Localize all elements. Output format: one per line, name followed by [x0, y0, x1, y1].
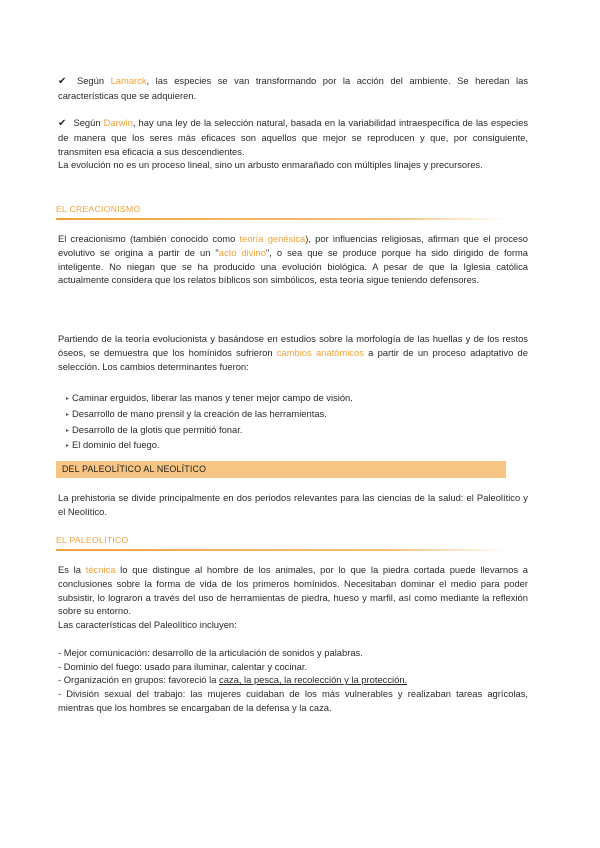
- underlined-text: caza, la pesca, la recolección y la protección.: [219, 674, 408, 686]
- darwin-text: , hay una ley de la selección natural, basada en la variabilidad intraespecífica de las especies de manera que los seres más eficaces son aquellos que mejor se reproducen y que, por consiguiente, transmiten esa eficacia a sus descendientes.: [58, 117, 529, 157]
- text-run: El creacionismo (también conocido como: [58, 233, 240, 244]
- cambios-list: [62, 391, 532, 454]
- text-run: - Organización en grupos: favoreció la: [58, 674, 220, 686]
- caracteristica-division-trabajo: - División sexual del trabajo: las mujeres cuidaban de los más vulnerables y realizaban tareas agrícolas, mientras que los hombres se encargaban de la defensa y la caza.: [58, 688, 528, 713]
- heading-underline: [56, 218, 506, 220]
- list-item-text: Desarrollo de la glotis que permitió fonar.: [72, 423, 243, 435]
- darwin-paragraph: [58, 116, 528, 172]
- section-heading-creacionismo: [56, 204, 506, 214]
- darwin-pre: Según: [73, 117, 101, 128]
- lamarck-name: Lamarck: [110, 75, 147, 86]
- highlight-acto-divino: acto divino: [218, 246, 266, 258]
- text-run: Es la: [58, 564, 86, 575]
- section-heading-paleolitico: [56, 535, 506, 545]
- triangle-bullet-icon: ▸: [66, 427, 70, 434]
- list-item-text: El dominio del fuego.: [72, 439, 160, 451]
- list-item-text: Caminar erguidos, liberar las manos y tener mejor campo de visión.: [72, 392, 353, 403]
- caracteristicas-intro: Las características del Paleolítico incluyen:: [58, 619, 237, 631]
- highlight-cambios-anatomicos: cambios anatómicos: [276, 346, 364, 358]
- paleo-neo-paragraph: La prehistoria se divide principalmente en dos periodos relevantes para las ciencias de la salud: el Paleolítico y el Neolítico.: [58, 492, 528, 517]
- text-run: ), por influencias religiosas, afirman que el proceso evolutivo se origina a partir de un ": [58, 233, 528, 258]
- text-run: Partiendo de la teoría evolucionista y basándose en estudios sobre la morfología de las huellas y de los restos óseos, se demuestra que los homínidos sufrieron: [58, 333, 528, 358]
- checkmark-icon: ✔: [58, 76, 67, 87]
- darwin-name: Darwin: [103, 117, 133, 128]
- highlight-teoria-genesica: teoría genésica: [239, 233, 306, 244]
- caracteristica-fuego: - Dominio del fuego: usado para iluminar, calentar y cocinar.: [58, 660, 308, 672]
- lamarck-pre: Según: [76, 75, 105, 86]
- darwin-evolution-note: La evolución no es un proceso lineal, sino un arbusto enmarañado con múltiples linajes y precursores.: [58, 159, 483, 171]
- list-item: [62, 423, 532, 439]
- lamarck-paragraph: [58, 74, 528, 103]
- text-run: ", o sea que se produce porque ha sido dirigido de forma inteligente. No niegan que se ha producido una evolución biológica. A pesar de que la Iglesia católica actualmente considera que los relatos bíblicos son simbólicos, esta teoría sigue teniendo defensores.: [58, 246, 528, 286]
- section-band-paleolitico-neolitico: [56, 461, 506, 478]
- highlight-tecnica: técnica: [85, 564, 116, 575]
- heading-underline: [56, 549, 506, 551]
- text-run: a partir de un proceso adaptativo de selección. Los cambios determinantes fueron:: [58, 346, 528, 372]
- caracteristica-comunicacion: - Mejor comunicación: desarrollo de la articulación de sonidos y palabras.: [58, 646, 363, 658]
- lamarck-text: , las especies se van transformando por la acción del ambiente. Se heredan las características que se adquieren.: [58, 75, 529, 101]
- creacionismo-paragraph: [58, 232, 528, 287]
- list-item: [62, 391, 532, 407]
- heading-text: EL PALEOLÍTICO: [56, 535, 129, 545]
- list-item: [62, 407, 532, 423]
- triangle-bullet-icon: ▸: [66, 443, 70, 450]
- list-item: [62, 438, 532, 454]
- triangle-bullet-icon: ▸: [66, 411, 70, 418]
- list-item-text: Desarrollo de mano prensil y la creación de las herramientas.: [72, 407, 327, 419]
- caracteristica-organizacion: [58, 673, 528, 687]
- checkmark-icon: ✔: [58, 118, 67, 129]
- heading-text: EL CREACIONISMO: [56, 204, 141, 214]
- paleolitico-body: [58, 563, 528, 715]
- evolucionista-paragraph: [58, 332, 528, 373]
- triangle-bullet-icon: ▸: [66, 396, 70, 402]
- band-text: DEL PALEOLÍTICO AL NEOLÍTICO: [62, 464, 207, 474]
- text-run: lo que distingue al hombre de los animales, por lo que la piedra cortada puede llevarnos a conclusiones sobre la forma de vida de los primeros homínidos. Necesitaban dominar el medio para poder subsistir, lo lograron a través del uso de herramientas de piedra, hueso y marfil, así como mediante la reflexión sobre su entorno.: [58, 564, 528, 617]
